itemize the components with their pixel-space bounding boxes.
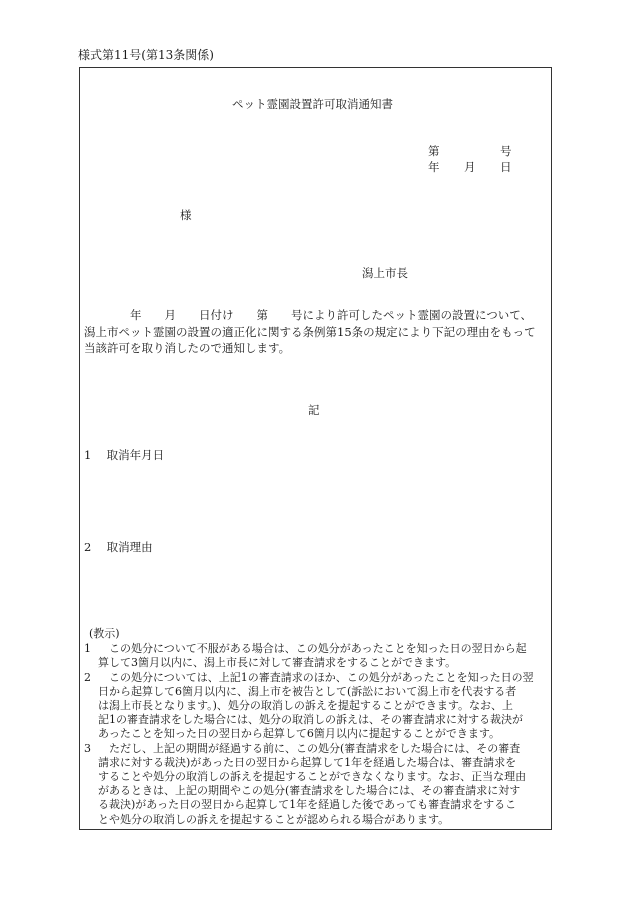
notice-number: 3 bbox=[84, 741, 91, 755]
number-go: 号 bbox=[500, 144, 512, 158]
notice-section bbox=[84, 627, 548, 827]
body-line: 当該許可を取り消したので通知します。 bbox=[84, 341, 291, 355]
date-year: 年 bbox=[428, 160, 440, 174]
notice-item bbox=[84, 742, 548, 827]
date-row bbox=[428, 159, 512, 175]
notice-line: 日から起算して6箇月以内に、潟上市を被告として(訴訟において潟上市を代表する者 bbox=[98, 684, 517, 698]
notice-line: る裁決)があった日の翌日から起算して1年を経過した後であっても審査請求をするこ bbox=[98, 798, 517, 812]
body-line: 潟上市ペット霊園の設置の適正化に関する条例第15条の規定により下記の理由をもって bbox=[84, 324, 536, 339]
notice-line: 算して3箇月以内に、潟上市長に対して審査請求をすることができます。 bbox=[98, 656, 457, 670]
notice-number: 2 bbox=[84, 670, 91, 684]
ki-heading: 記 bbox=[308, 403, 320, 417]
notice-line: することや処分の取消しの訴えを提起することができなくなります。なお、正当な理由 bbox=[98, 770, 527, 784]
notice-line: 記1の審査請求をした場合には、処分の取消しの訴えは、その審査請求に対する裁決が bbox=[98, 713, 523, 727]
notice-heading: (教示) bbox=[89, 627, 120, 640]
document-title: ペット霊園設置許可取消通知書 bbox=[232, 97, 393, 111]
document-number-row bbox=[428, 143, 512, 159]
notice-line: は潟上市長となります。)、処分の取消しの訴えを提起することができます。なお、上 bbox=[98, 699, 514, 713]
item-number: 1 bbox=[84, 448, 92, 462]
issuer-name: 潟上市長 bbox=[362, 266, 408, 280]
item-number: 2 bbox=[84, 540, 92, 554]
item-label: 取消理由 bbox=[106, 540, 153, 554]
item-label: 取消年月日 bbox=[106, 448, 165, 462]
number-dai: 第 bbox=[428, 144, 440, 158]
form-label: 様式第11号(第13条関係) bbox=[78, 48, 214, 62]
notice-item bbox=[84, 642, 548, 670]
notice-item bbox=[84, 671, 548, 742]
document-frame bbox=[79, 67, 552, 830]
body-text bbox=[84, 307, 546, 357]
date-month: 月 bbox=[464, 160, 476, 174]
item-cancel-date bbox=[84, 447, 164, 463]
notice-line: ただし、上記の期間が経過する前に、この処分(審査請求をした場合には、その審査 bbox=[109, 741, 521, 755]
body-line: 年 月 日付け 第 号により許可したペット霊園の設置について、 bbox=[84, 308, 533, 322]
date-day: 日 bbox=[500, 160, 512, 174]
notice-line: あったことを知った日の翌日から起算して6箇月以内に提起することができます。 bbox=[98, 727, 501, 741]
notice-line: があるときは、上記の期間やこの処分(審査請求をした場合には、その審査請求に対す bbox=[98, 784, 521, 798]
notice-line: この処分について不服がある場合は、この処分があったことを知った日の翌日から起 bbox=[109, 642, 527, 656]
addressee-suffix: 様 bbox=[180, 208, 192, 222]
item-cancel-reason bbox=[84, 539, 153, 555]
notice-line: とや処分の取消しの訴えを提起することが認められる場合があります。 bbox=[98, 812, 450, 826]
notice-line: この処分については、上記1の審査請求のほか、この処分があったことを知った日の翌 bbox=[109, 670, 534, 684]
notice-line: 請求に対する裁決)があった日の翌日から起算して1年を経過した場合は、審査請求を bbox=[98, 755, 517, 769]
notice-number: 1 bbox=[84, 642, 91, 656]
